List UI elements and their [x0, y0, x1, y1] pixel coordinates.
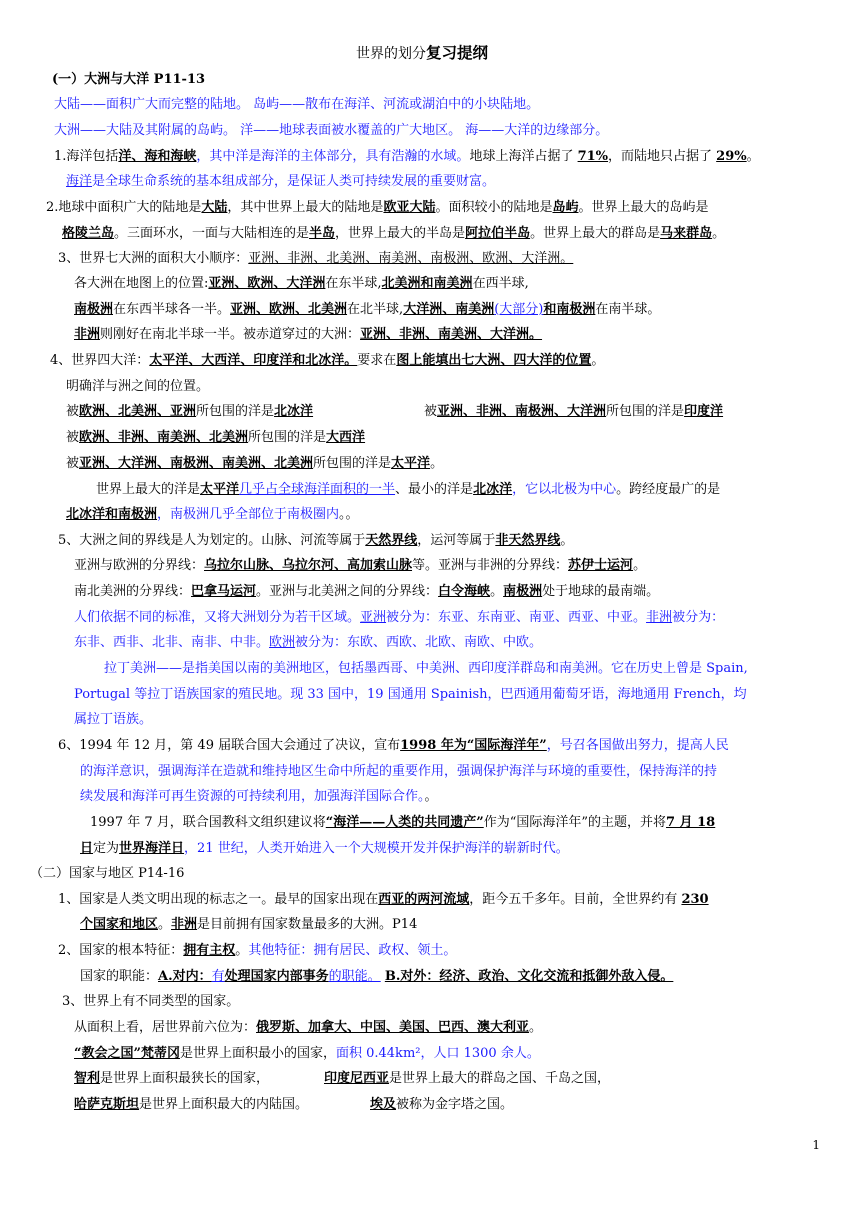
text-segment: 所包围的洋是: [313, 456, 392, 471]
text-segment: 各大洲在地图上的位置:: [74, 276, 209, 291]
text-segment: 被称为金字塔之国。: [396, 1097, 514, 1112]
text-line: [66, 506, 359, 524]
text-segment: 是世界上面积最小的国家，: [179, 1046, 336, 1061]
text-line: [74, 634, 542, 652]
text-segment: 面积 0.44km²，人口 1300 余人。: [335, 1046, 540, 1061]
text-segment: 欧洲、北美洲、亚洲: [79, 404, 197, 419]
text-segment: 拉丁美洲——是指美国以南的美洲地区，包括墨西哥、中美洲、西印度洋群岛和南美洲。它在历史上曾是 Spain,: [104, 661, 748, 676]
text-segment: 北美洲和南美洲: [381, 276, 473, 291]
text-segment: 大西洋: [326, 430, 366, 445]
text-segment: 。世界上最大的群岛是: [530, 226, 661, 241]
text-segment: 北冰洋: [274, 404, 314, 419]
text-segment: 所包围的洋是: [248, 430, 327, 445]
text-segment: 属拉丁语族。: [74, 712, 153, 727]
text-segment: (大部分): [494, 302, 544, 317]
text-segment: 哈萨克斯坦: [74, 1097, 140, 1112]
text-segment: 非洲: [74, 327, 101, 342]
text-segment: 1997 年 7 月，联合国教科文组织建议将: [90, 815, 326, 830]
text-segment: 1998 年为“国际海洋年”: [400, 738, 547, 753]
text-segment: 世界上最大的洋是: [96, 482, 201, 497]
text-segment: 俄罗斯、加拿大、中国、美国、巴西、澳大利亚: [256, 1020, 530, 1035]
text-line: [62, 225, 725, 243]
text-segment: 几乎占全球海洋面积的一半: [239, 482, 396, 497]
text-segment: Portugal 等拉丁语族国家的殖民地。现 33 国中，19 国通用 Spainish，巴西通用葡萄牙语，海地通用 French，均: [74, 687, 747, 702]
text-line: [74, 686, 747, 704]
text-segment: 被: [424, 404, 438, 419]
text-segment: 。: [158, 917, 172, 932]
text-line: [80, 788, 438, 806]
text-segment: 。: [633, 558, 647, 573]
text-segment: 。: [746, 149, 760, 164]
text-segment: 处理国家内部事务: [224, 969, 329, 984]
text-segment: 被分为：: [672, 610, 725, 625]
text-segment: ，南极洲几乎全部位于南极圈内: [157, 507, 340, 522]
text-line: [74, 1045, 540, 1063]
text-line: [58, 532, 573, 550]
text-segment: 格陵兰岛: [62, 226, 115, 241]
text-segment: 被: [66, 456, 80, 471]
text-segment: 。: [560, 533, 574, 548]
text-segment: 其他特征：拥有居民、政权、领土。: [248, 943, 457, 958]
text-segment: 3、世界七大洲的面积大小顺序：: [58, 251, 249, 266]
text-segment: 71%: [577, 149, 609, 164]
text-segment: 世界海洋日: [119, 841, 185, 856]
text-segment: 4、世界四大洋：: [50, 353, 150, 368]
text-segment: 洋、海和海峡: [118, 149, 197, 164]
text-segment: 被: [66, 404, 80, 419]
text-segment: 在东半球,: [325, 276, 382, 291]
text-segment: 埃及: [370, 1097, 397, 1112]
text-segment: 亚洲与欧洲的分界线：: [74, 558, 205, 573]
text-line: [58, 737, 729, 755]
text-line: [54, 122, 608, 140]
text-segment: 被: [66, 430, 80, 445]
text-segment: 是全球生命系统的基本组成部分，是保证人类可持续发展的重要财富。: [92, 174, 496, 189]
text-line: [104, 660, 748, 678]
text-line: [74, 1070, 269, 1088]
text-segment: 大洲——大陆及其附属的岛屿。 洋——地球表面被水覆盖的广大地区。 海——大洋的边缘部分。: [54, 123, 609, 138]
text-line: [74, 557, 646, 575]
text-segment: 白令海峡: [438, 584, 491, 599]
text-segment: 亚洲、欧洲、北美洲: [230, 302, 348, 317]
text-segment: 太平洋: [391, 456, 431, 471]
text-segment: ，而陆地只占据了: [608, 149, 717, 164]
text-segment: B.对外：经济、政治、文化交流和抵御外敌入侵。: [384, 969, 674, 984]
text-segment: ，距今五千多年。目前，全世界约有: [469, 892, 682, 907]
text-segment: 天然界线: [365, 533, 418, 548]
text-segment: 1、国家是人类文明出现的标志之一。最早的国家出现在: [58, 892, 379, 907]
text-segment: 。世界上最大的岛屿是: [578, 200, 709, 215]
text-segment: 亚洲、非洲、南极洲、大洋洲: [437, 404, 607, 419]
text-segment: 。: [712, 226, 726, 241]
text-segment: 作为“国际海洋年”的主题，并将: [483, 815, 667, 830]
text-segment: 被分为：东亚、东南亚、南亚、西亚、中亚。: [386, 610, 647, 625]
text-segment: 在南半球。: [595, 302, 661, 317]
text-segment: 大洋洲、南美洲: [403, 302, 495, 317]
text-segment: 巴拿马运河: [191, 584, 257, 599]
text-segment: 亚洲、非洲、北美洲、南美洲、南极洲、欧洲、大洋洲。: [248, 251, 574, 266]
text-segment: 北冰洋: [473, 482, 513, 497]
text-segment: 。: [235, 943, 249, 958]
text-segment: 乌拉尔山脉、乌拉尔河、高加索山脉: [204, 558, 413, 573]
text-line: [74, 301, 660, 319]
text-segment: 拥有主权: [183, 943, 236, 958]
text-segment: 的海洋意识，强调海洋在造就和维持地区生命中所起的重要作用，强调保护海洋与环境的重要性，保持海洋的持: [80, 764, 718, 779]
text-line: [46, 199, 709, 217]
text-segment: 。面积较小的陆地是: [435, 200, 553, 215]
text-segment: 明确洋与洲之间的位置。: [66, 379, 210, 394]
text-segment: 南极洲: [74, 302, 114, 317]
text-segment: 南极洲: [503, 584, 543, 599]
text-segment: “教会之国”梵蒂冈: [74, 1046, 180, 1061]
text-line: [74, 275, 529, 293]
text-segment: 。。: [339, 507, 359, 522]
text-segment: 个国家和地区: [80, 917, 159, 932]
text-line: [66, 403, 313, 421]
text-segment: 要求在: [357, 353, 397, 368]
text-segment: 岛屿: [552, 200, 579, 215]
text-segment: 2.地球中面积广大的陆地是: [46, 200, 202, 215]
text-segment: 国家的职能：: [80, 969, 159, 984]
text-segment: ，它以北极为中心: [512, 482, 617, 497]
text-segment: 的职能。: [328, 969, 381, 984]
text-segment: 亚洲、欧洲、大洋洲: [208, 276, 326, 291]
text-segment: 。: [430, 456, 444, 471]
text-segment: 处于地球的最南端。: [542, 584, 660, 599]
text-line: [54, 96, 539, 114]
text-line: [74, 1096, 308, 1114]
text-segment: 东非、西非、北非、南非、中非。: [74, 635, 270, 650]
text-segment: 南北美洲的分界线：: [74, 584, 192, 599]
text-line: [52, 71, 205, 89]
text-segment: 。: [490, 584, 504, 599]
text-segment: 从面积上看，居世界前六位为：: [74, 1020, 257, 1035]
text-segment: 非天然界线: [495, 533, 561, 548]
text-segment: 有: [211, 969, 225, 984]
text-segment: 所包围的洋是: [606, 404, 685, 419]
text-segment: 是世界上最大的群岛之国、千岛之国，: [389, 1071, 611, 1086]
text-segment: 马来群岛: [660, 226, 713, 241]
text-segment: 。跨经度最广的是: [616, 482, 721, 497]
text-line: [80, 763, 717, 781]
text-segment: 7 月 18: [666, 815, 716, 830]
text-line: [58, 942, 456, 960]
text-segment: 29%: [716, 149, 747, 164]
text-segment: 6、1994 年 12 月，第 49 届联合国大会通过了决议，宣布: [58, 738, 401, 753]
text-line: [74, 583, 659, 601]
text-segment: 是世界上面积最大的内陆国。: [139, 1097, 309, 1112]
text-segment: 。三面环水，一面与大陆相连的是: [114, 226, 310, 241]
text-line: [370, 1096, 513, 1114]
text-segment: 北冰洋和南极洲: [66, 507, 158, 522]
text-line: [80, 916, 417, 934]
text-segment: 亚洲、非洲、南美洲、大洋洲。: [360, 327, 543, 342]
text-segment: 。: [529, 1020, 543, 1035]
text-segment: 3、世界上有不同类型的国家。: [62, 994, 240, 1009]
text-segment: 图上能填出七大洲、四大洋的位置: [396, 353, 592, 368]
text-segment: 是世界上面积最狭长的国家，: [100, 1071, 270, 1086]
text-segment: 西亚的两河流域: [378, 892, 470, 907]
text-segment: 非洲: [171, 917, 198, 932]
text-segment: 欧亚大陆: [383, 200, 436, 215]
text-segment: 在西半球,: [472, 276, 529, 291]
text-segment: 定为: [93, 841, 120, 856]
text-line: [66, 378, 209, 396]
text-line: [58, 250, 573, 268]
text-line: [66, 429, 365, 447]
page-number: 1: [812, 1138, 820, 1152]
text-segment: 续发展和海洋可再生资源的可持续利用，加强海洋国际合作。: [80, 789, 425, 804]
text-segment: A.对内：: [158, 969, 212, 984]
text-segment: 阿拉伯半岛: [465, 226, 531, 241]
text-segment: 大陆: [201, 200, 228, 215]
text-segment: 海洋: [66, 174, 93, 189]
text-segment: 亚洲: [360, 610, 387, 625]
text-segment: 所包围的洋是: [196, 404, 275, 419]
text-segment: 。亚洲与北美洲之间的分界线：: [256, 584, 439, 599]
text-segment: 亚洲、大洋洲、南极洲、南美洲、北美洲: [79, 456, 314, 471]
text-line: [74, 1019, 542, 1037]
text-segment: 和南极洲: [543, 302, 596, 317]
text-segment: 、最小的洋是: [395, 482, 474, 497]
text-segment: 在东西半球各一半。: [113, 302, 231, 317]
text-line: [50, 352, 604, 370]
text-segment: ，世界上最大的半岛是: [335, 226, 466, 241]
text-segment: 印度洋: [684, 404, 724, 419]
text-line: [66, 455, 443, 473]
text-segment: ，21 世纪，人类开始进入一个大规模开发并保护海洋的崭新时代。: [184, 841, 569, 856]
text-segment: ，运河等属于: [417, 533, 496, 548]
document-title: [356, 44, 488, 63]
text-line: [74, 609, 724, 627]
text-segment: 是目前拥有国家数量最多的大洲。P14: [197, 917, 418, 932]
text-segment: 在北半球,: [347, 302, 404, 317]
text-segment: 230: [681, 892, 709, 907]
text-segment: 地球上海洋占据了: [469, 149, 578, 164]
text-line: [54, 148, 760, 166]
text-line: [80, 968, 673, 986]
text-segment: ，其中洋是海洋的主体部分，具有浩瀚的水域。: [196, 149, 470, 164]
text-segment: 非洲: [646, 610, 673, 625]
text-segment: （二）国家与地区 P14-16: [30, 866, 185, 881]
title-part-1: 世界的划分: [356, 46, 426, 62]
text-segment: 太平洋: [200, 482, 240, 497]
text-segment: 1.海洋包括: [54, 149, 119, 164]
text-segment: 半岛: [309, 226, 336, 241]
text-segment: 。: [424, 789, 438, 804]
text-segment: ，其中世界上最大的陆地是: [227, 200, 384, 215]
text-segment: 智利: [74, 1071, 101, 1086]
text-line: [90, 814, 715, 832]
text-line: [30, 865, 184, 883]
text-segment: 2、国家的根本特征：: [58, 943, 184, 958]
text-segment: 太平洋、大西洋、印度洋和北冰洋。: [149, 353, 358, 368]
text-line: [324, 1070, 610, 1088]
text-segment: 大陆——面积广大而完整的陆地。 岛屿——散布在海洋、河流或湖泊中的小块陆地。: [54, 97, 540, 112]
text-line: [424, 403, 723, 421]
text-segment: 被分为：东欧、西欧、北欧、南欧、中欧。: [295, 635, 543, 650]
text-segment: 日: [80, 841, 94, 856]
text-segment: 5、大洲之间的界线是人为划定的。山脉、河流等属于: [58, 533, 366, 548]
text-segment: 印度尼西亚: [324, 1071, 390, 1086]
text-line: [80, 840, 569, 858]
text-segment: 人们依据不同的标准，又将大洲划分为若干区域。: [74, 610, 361, 625]
text-segment: “海洋——人类的共同遗产”: [325, 815, 484, 830]
text-segment: ，号召各国做出努力，提高人民: [546, 738, 729, 753]
text-segment: 欧洲: [269, 635, 296, 650]
text-segment: 等。亚洲与非洲的分界线：: [412, 558, 569, 573]
text-segment: 欧洲、非洲、南美洲、北美洲: [79, 430, 249, 445]
text-line: [74, 326, 542, 344]
text-segment: 。: [591, 353, 605, 368]
text-line: [62, 993, 239, 1011]
text-line: [74, 711, 152, 729]
text-segment: (一）大洲与大洋 P11-13: [52, 72, 206, 87]
text-line: [96, 481, 720, 499]
text-line: [58, 891, 709, 909]
text-segment: 则刚好在南北半球一半。被赤道穿过的大洲：: [100, 327, 361, 342]
text-line: [66, 173, 495, 191]
title-part-2: 复习提纲: [426, 43, 489, 62]
text-segment: 苏伊士运河: [568, 558, 634, 573]
